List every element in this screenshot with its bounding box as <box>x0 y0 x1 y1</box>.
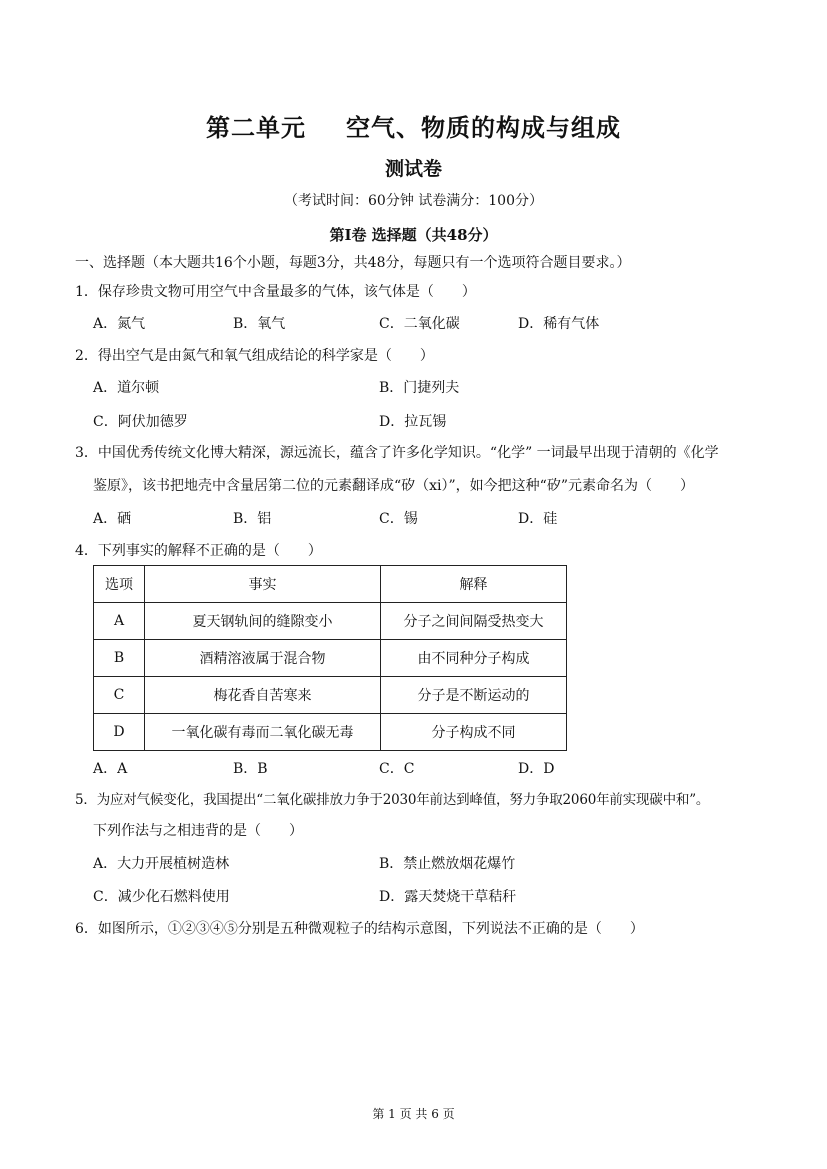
table-cell: 分子构成不同 <box>381 714 567 751</box>
section-intro: 一、选择题（本大题共16个小题，每题3分，共48分，每题只有一个选项符合题目要求。） <box>75 255 631 271</box>
question-6-stem: 6．如图所示，①②③④⑤分别是五种微观粒子的结构示意图，下列说法不正确的是（ ） <box>75 921 644 937</box>
q1-option-d: D．稀有气体 <box>518 316 600 332</box>
question-3-stem-line2: 鉴原》，该书把地壳中含量居第二位的元素翻译成“矽（xi）”，如今把这种“矽”元素命名为（ ） <box>93 478 694 494</box>
q1-option-a: A．氮气 <box>93 316 146 332</box>
q5-option-c: C．减少化石燃料使用 <box>93 889 230 905</box>
q2-option-d: D．拉瓦锡 <box>379 414 447 430</box>
title-unit: 第二单元 <box>206 114 306 142</box>
question-4-stem: 4．下列事实的解释不正确的是（ ） <box>75 543 322 559</box>
q2-option-a: A．道尔顿 <box>93 380 160 396</box>
question-5-stem-line1: 5．为应对气候变化，我国提出“二氧化碳排放力争于2030年前达到峰值，努力争取2060年前实现碳中和”。 <box>75 792 710 808</box>
document-title <box>0 108 827 143</box>
table-header-cell: 选项 <box>94 566 145 603</box>
table-cell: 梅花香自苦寒来 <box>145 677 381 714</box>
table-row <box>94 677 567 714</box>
table-cell: 分子之间间隔受热变大 <box>381 603 567 640</box>
table-cell: 一氧化碳有毒而二氧化碳无毒 <box>145 714 381 751</box>
question-3-stem-line1: 3．中国优秀传统文化博大精深，源远流长，蕴含了许多化学知识。“化学” 一词最早出现于清朝的《化学 <box>75 445 719 461</box>
q4-option-b: B．B <box>233 761 268 777</box>
q1-option-c: C．二氧化碳 <box>379 316 460 332</box>
table-cell: D <box>94 714 145 751</box>
q3-option-d: D．硅 <box>518 511 558 527</box>
document-subtitle: 测试卷 <box>384 158 442 180</box>
table-cell: C <box>94 677 145 714</box>
question-5-stem-line2: 下列作法与之相违背的是（ ） <box>93 823 303 839</box>
table-row <box>94 714 567 751</box>
q5-option-d: D．露天焚烧干草秸秆 <box>379 889 517 905</box>
question-1-stem: 1．保存珍贵文物可用空气中含量最多的气体，该气体是（ ） <box>75 284 476 300</box>
table-cell: A <box>94 603 145 640</box>
table-row <box>94 640 567 677</box>
q4-option-c: C．C <box>379 761 415 777</box>
q5-option-b: B．禁止燃放烟花爆竹 <box>379 856 516 872</box>
page-footer: 第 1 页 共 6 页 <box>372 1107 455 1121</box>
q4-option-a: A．A <box>93 761 128 777</box>
exam-meta: （考试时间：60分钟 试卷满分：100分） <box>284 193 543 209</box>
q3-option-b: B．铝 <box>233 511 272 527</box>
table-row <box>94 603 567 640</box>
table-cell: B <box>94 640 145 677</box>
table-cell: 由不同种分子构成 <box>381 640 567 677</box>
q3-option-c: C．锡 <box>379 511 418 527</box>
title-topic: 空气、物质的构成与组成 <box>346 114 621 142</box>
q3-option-a: A．硒 <box>93 511 132 527</box>
question-2-stem: 2．得出空气是由氮气和氧气组成结论的科学家是（ ） <box>75 348 434 364</box>
table-cell: 夏天钢轨间的缝隙变小 <box>145 603 381 640</box>
table-header-cell: 事实 <box>145 566 381 603</box>
q1-option-b: B．氧气 <box>233 316 286 332</box>
facts-table <box>93 565 567 751</box>
part-heading: 第Ⅰ卷 选择题（共48分） <box>329 226 498 244</box>
q2-option-c: C．阿伏加德罗 <box>93 414 188 430</box>
table-header-cell: 解释 <box>381 566 567 603</box>
table-header-row <box>94 566 567 603</box>
q2-option-b: B．门捷列夫 <box>379 380 460 396</box>
q5-option-a: A．大力开展植树造林 <box>93 856 230 872</box>
table-cell: 分子是不断运动的 <box>381 677 567 714</box>
q4-option-d: D．D <box>518 761 555 777</box>
table-cell: 酒精溶液属于混合物 <box>145 640 381 677</box>
